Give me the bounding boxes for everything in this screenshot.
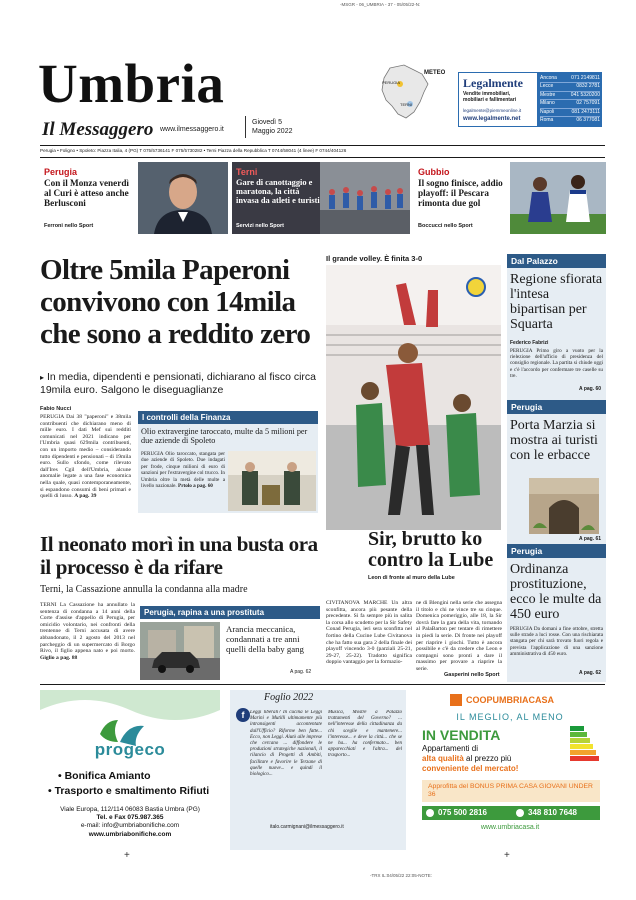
legalmente-contacts (537, 73, 602, 126)
sidebar-body-regione: PERUGIA Primo giro a vuoto per la rielezione dell'ufficio di presidenza del consiglio regionale. La partita si chiude oggi e c'è l'accordo per confermare tre caselle su tre. (510, 348, 603, 379)
newspaper-name: Il Messaggero (42, 119, 154, 140)
coop-alta-qualita: alta qualità (422, 754, 464, 763)
legalmente-logo: Legalmente (463, 76, 523, 90)
coop-phone-1[interactable]: 075 500 2816 (438, 808, 487, 817)
teaser-kicker: Gubbio (418, 167, 450, 177)
progeco-service-2: • Trasporto e smaltimento Rifiuti (48, 785, 210, 797)
masthead-rule (40, 145, 605, 146)
teaser-gubbio[interactable] (414, 162, 606, 234)
coop-ad[interactable] (414, 690, 606, 850)
weather-city-perugia: PERUGIA (382, 80, 401, 85)
whatsapp-icon (516, 809, 524, 817)
volley-body-col2: ne di Blengini nella serie che assegna il titolo e chi ne vince tre su cinque. Domenica pomeriggio, alle 18, la Sir dovrà fare la gara della vita, tornando al PalaBarton per tentare di rimettere in piedi la serie. Di fronte nei playoff per riaprire i giochi. Tutto è ancora possibile e c'è da credere che Leon e compagni sono pronti a dare il massimo per provare a riaprire la serie. (416, 600, 502, 672)
coop-line3: conveniente del mercato! (422, 764, 519, 773)
coop-phone-2[interactable]: 348 810 7648 (528, 808, 577, 817)
lead-author: Fabio Nucci (40, 406, 72, 412)
rapina-headline: Arancia meccanica, condannati a tre anni quelli della baby gang (226, 624, 304, 655)
finanza-body: PERUGIA Olio taroccato, stangata per due aziende di Spoleto. Due indagati per frode, cinque milioni di euro di sanzioni per l'extravergine col trucco. In Umbria oltre la metà delle multe a livello nazionale. Prtolo a pag. 60 (141, 451, 225, 490)
energy-class-icon (570, 726, 600, 766)
teaser-headline: Il sogno finisce, addio playoff: il Pescara rimonta due gol (418, 178, 503, 208)
coop-bonus: Approfitta del BONUS PRIMA CASA GIOVANI UNDER 36 (422, 780, 600, 802)
volleyball-match-icon (326, 265, 501, 530)
phone-icon (426, 809, 434, 817)
finanza-box (138, 411, 318, 513)
masthead-title: Umbria (38, 53, 225, 114)
marathon-photo (320, 162, 410, 234)
foglio-box (230, 690, 406, 850)
finanza-headline: Olio extravergine taroccato, multe da 5 milioni per due aziende di Spoleto (141, 427, 308, 446)
volley-photo (326, 265, 501, 530)
progeco-email: e-mail: info@umbriabonifiche.com (80, 822, 180, 830)
sidebar-headline-porta-marzia: Porta Marzia si mostra ai turisti con le erbacce (510, 418, 598, 463)
runners-icon (320, 162, 410, 234)
sidebar-band-perugia-1: Perugia (507, 400, 606, 414)
sidebar-headline-ordinanza: Ordinanza prostituzione, ecco le multe da 450 euro (510, 562, 602, 622)
rapina-box (140, 606, 320, 680)
contact-row: Lecce 0832 2781 (540, 83, 600, 91)
porta-marzia-photo (529, 478, 599, 534)
date-line-1: Giovedì 5 (252, 119, 282, 126)
foglio-col1: Leggi liberali? In cucina le Leggi Marini e Mutilli ultimamente più intransigenti accontentate dall'Ufficio? Riforme ben fatte... Ecco, non Leggi. Aiutò alle imprese che cercano ... diffondere le produzioni strategiche nazionali, il rilancio di Progetti di Ambiti, facilitare e favorire le Terzane di quelle nuove... e quindi il biologico... (250, 710, 322, 778)
meteo-label: METEO (424, 70, 446, 76)
website-label: www.ilmessaggero.it (160, 126, 224, 133)
sidebar-jump-regione[interactable]: A pag. 60 (579, 386, 602, 392)
teaser-byline: Boccucci nello Sport (418, 223, 473, 229)
lead-summary-text: In media, dipendenti e pensionati, dichiarano al fisco circa 19mila euro. Salgono le diseguaglianze (40, 371, 317, 396)
berlusconi-photo (138, 162, 228, 234)
progeco-logo: progeco (94, 740, 166, 759)
street-car-icon (140, 622, 220, 680)
teaser-kicker: Terni (236, 167, 258, 177)
progeco-address: Viale Europa, 112/114 06083 Bastia Umbra (PG) (60, 806, 200, 813)
lead-jump[interactable]: A pag. 39 (74, 493, 97, 500)
progeco-service-1: • Bonifica Amianto (58, 770, 151, 782)
progeco-url: www.umbriabonifiche.com (88, 830, 172, 838)
legalmente-email: legalmente@piemmeonline.it (463, 108, 522, 113)
volley-body-col1: CIVITANOVA MARCHE Un altra sconfitta, ancora più pesante della precedente. Si fa sempre più in salita la corsa allo scudetto per la Sir Safety Conad Perugia, ieri sera sconfitta nel fortino della Cucine Lube Civitanova che ha fatto sua gara 2 della finale dei playoff vincendo 3-0 (parziali 25-21, 29-27, 25-22). Tradotto significa doppio vantaggio per la formazio- (326, 600, 412, 666)
teaser-byline: Servizi nello Sport (236, 223, 284, 229)
contact-row: Milano 02 757091 (540, 100, 600, 108)
volley-caption: Leon di fronte al muro della Lube (368, 575, 455, 581)
sidebar-body-ordinanza: PERUGIA Da domani a fine ottobre, stretta sulle strade a luci rosse. Con una rischiarata stangata per chi sarà trovato fuori regola e prevista l'applicazione di una sanzione amministrativa di 450 euro. (510, 626, 603, 657)
coop-phone-bar (422, 806, 600, 820)
finanza-band: I controlli della Finanza (138, 411, 318, 424)
coop-slogan: IL MEGLIO, AL MENO (456, 712, 564, 722)
rapina-photo (140, 622, 220, 680)
progeco-ad[interactable] (40, 690, 220, 850)
volley-headline: Sir, brutto ko contro la Lube (368, 528, 494, 571)
legalmente-url: www.legalmente.net (463, 116, 521, 122)
finance-officers-icon (228, 451, 316, 511)
contact-row: Mestre 041 5320200 (540, 92, 600, 100)
sidebar-band-perugia-2: Perugia (507, 544, 606, 558)
facebook-icon: f (236, 708, 250, 722)
legalmente-ad[interactable] (458, 72, 602, 127)
address-rule (40, 157, 605, 158)
lead-body: PERUGIA Dai 38 "paperoni" e 38mila contribuenti che dichiarano meno di mille euro. I dati Mef sui redditi comunicati nel 2021 indicano per l'Umbria quasi 629mila contribuenti, con un importo medio – considerando tutto dipendenti e pensionati – di 19mila euro. Sullo sfondo, come rilevato dall'Ires Cgil dell'Umbria, alcune anomalie legate a una fase economica nella quale, quasi contemporaneamente, si espandono consumi di beni primari e quelli di lusso. A pag. 39 (40, 414, 131, 500)
portrait-icon (138, 162, 228, 234)
teaser-byline: Ferroni nello Sport (44, 223, 94, 229)
weather-city-terni: TERNI (400, 102, 412, 107)
sidebar (507, 254, 606, 682)
sidebar-jump-porta-marzia[interactable]: A pag. 61 (579, 536, 602, 542)
masthead-divider (245, 116, 246, 138)
coop-in-vendita: IN VENDITA (422, 727, 501, 743)
contact-row: Ancona 071 2149811 (540, 75, 600, 83)
coop-logo: COOPUMBRIACASA (466, 695, 555, 705)
teaser-headline: Gare di canottaggio e maratona, la città invasa da atleti e turisti (236, 178, 320, 206)
registration-mark-left: + (124, 850, 130, 861)
finanza-photo (228, 451, 316, 511)
sidebar-headline-regione: Regione sfiorata l'intesa bipartisan per Squarta (510, 272, 603, 332)
foglio-col2: Musica, Mostre a Palazzo trattamenti del Governo? ... nell'interesse della cittadinanza da chi sceglie e mantenere... l'interesse... e deve la città... che se ne ha... ha confermato... ben apparecchiati e l'altra... del trasporto... (328, 710, 402, 759)
contact-row: Napoli 081 2473111 (540, 109, 600, 117)
edition-code-bottom: -TRX IL:04/05/22 22:05-NOTE: (370, 873, 433, 878)
legalmente-tagline: Vendite immobiliari, mobiliari e fallimentari (463, 91, 517, 103)
stone-arch-icon (529, 478, 599, 534)
teaser-kicker: Perugia (44, 167, 78, 177)
date-block (252, 118, 292, 136)
coop-logo-icon (450, 694, 462, 706)
rapina-band: Perugia, rapina a una prostituta (140, 606, 320, 619)
coop-line2: alta qualità al prezzo più (422, 754, 512, 763)
contact-list (540, 75, 600, 125)
finanza-jump[interactable]: a pag. 60 (193, 483, 213, 490)
sidebar-band-palazzo: Dal Palazzo (507, 254, 606, 268)
lead-summary (40, 371, 318, 397)
neonato-jump[interactable]: a pag. 88 (56, 654, 78, 661)
rapina-jump[interactable]: A pag. 62 (290, 669, 312, 675)
neonato-body: TERNI La Cassazione ha annullato la sentenza di condanna a 14 anni della Corte d'assise d'appello di Perugia, per omicidio volontario, nei confronti della trentenne di Terni accusata di avere abbandonato, il 2 agosto del 2013 nel parcheggio di un supermercato di Borgo Rivo, il figlio appena nato e poi morto. Giglio a pag. 88 (40, 602, 135, 661)
edition-code-top: -MSGR - 06_UMBRIA - 37 - 05/05/22-N: (340, 2, 421, 7)
coop-url[interactable]: www.umbriacasa.it (480, 824, 540, 831)
progeco-contacts (40, 806, 220, 839)
address-line: Perugia • Foligno • Spoleto: Piazza Italia, 4 (PG) T 075/5736141 F 075/5730282 • Terni Piazza della Repubblica T 0744/58041 (4 linee) F 0744/404126 (40, 148, 347, 153)
football-photo (510, 162, 606, 234)
contact-row: Roma 06 377081 (540, 116, 600, 123)
ads-rule (40, 684, 605, 685)
teaser-perugia[interactable] (40, 162, 228, 234)
sidebar-author: Federico Fabrizi (510, 340, 549, 346)
volley-byline: Gasperini nello Sport (444, 672, 500, 678)
neonato-headline: Il neonato morì in una busta ora il processo è da rifare (40, 532, 318, 579)
neonato-summary: Terni, la Cassazione annulla la condanna alla madre (40, 584, 248, 595)
football-players-icon (510, 162, 606, 234)
foglio-title: Foglio 2022 (264, 692, 314, 703)
coop-line1: Appartamenti di (422, 744, 479, 753)
teaser-terni[interactable] (232, 162, 410, 234)
lead-headline: Oltre 5mila Paperoni convivono con 14mila che sono a reddito zero (40, 254, 311, 350)
progeco-tel: Tel. e Fax 075.987.365 (96, 814, 164, 822)
foglio-email[interactable]: italo.carmignani@ilmessaggero.it (270, 824, 344, 830)
registration-mark-right: + (504, 850, 510, 861)
summary-bullet-icon: ▸ (40, 373, 45, 382)
volley-kicker: Il grande volley. È finita 3-0 (326, 254, 423, 263)
date-line-2: Maggio 2022 (252, 128, 293, 135)
sidebar-jump-ordinanza[interactable]: A pag. 62 (579, 670, 602, 676)
teaser-headline: Con il Monza venerdì al Curi è atteso anche Berlusconi (44, 178, 129, 208)
